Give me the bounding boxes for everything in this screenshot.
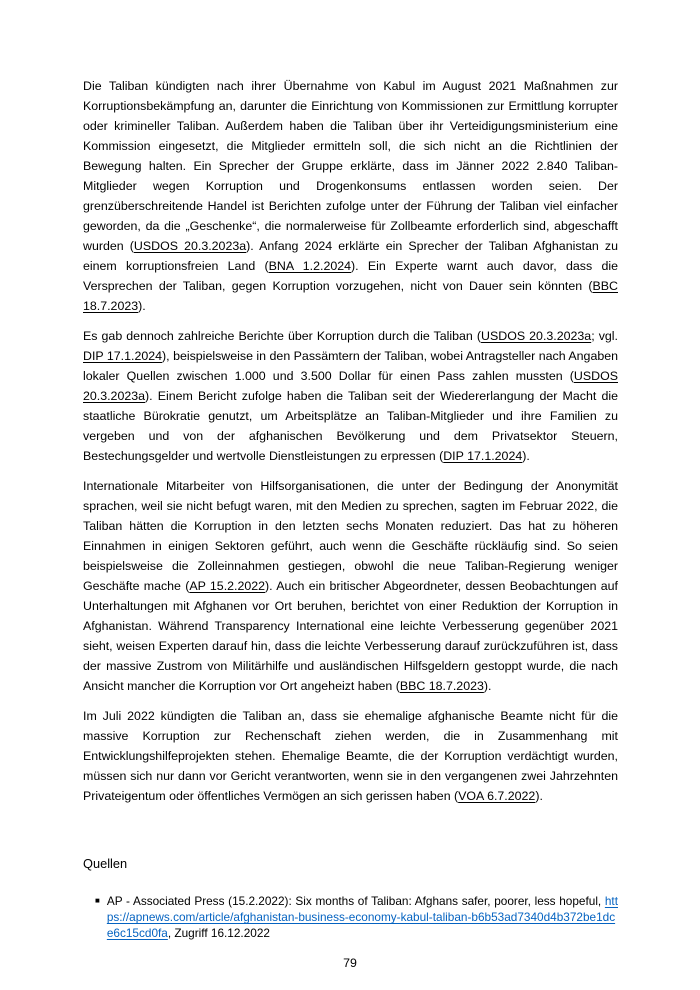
page-number: 79 <box>343 956 357 970</box>
text-run: ; vgl. <box>591 329 618 343</box>
citation-link[interactable]: VOA 6.7.2022 <box>458 789 536 803</box>
text-run: Internationale Mitarbeiter von Hilfsorganisationen, die unter der Bedingung der Anonymität sprachen, weil sie nicht befugt waren, mit den Medien zu sprechen, sagten im Februar 2022, die Taliban hätten die Korruption in den letzten sechs Monaten reduziert. Das hat zu höheren Einnahmen in einigen Sektoren geführt, auch wenn die Geschäfte rückläufig sind. So seien beispielsweise die Zolleinnahmen gestiegen, obwohl die neue Taliban-Regierung weniger Geschäfte mache ( <box>83 479 618 593</box>
text-run: ). Ein Experte warnt auch davor, dass die Versprechen der Taliban, gegen Korruption vorzugehen, nicht von Dauer sein könnten ( <box>83 259 619 293</box>
citation-link[interactable]: BBC 18.7.2023 <box>83 279 618 313</box>
citation-link[interactable]: BBC 18.7.2023 <box>399 679 484 693</box>
citation-link[interactable]: AP 15.2.2022 <box>189 579 266 593</box>
text-run: Es gab dennoch zahlreiche Berichte über Korruption durch die Taliban ( <box>83 329 482 343</box>
page-content <box>83 76 618 941</box>
text-run: Die Taliban kündigten nach ihrer Übernahme von Kabul im August 2021 Maßnahmen zur Korruptionsbekämpfung an, darunter die Einrichtung von Kommissionen zur Ermittlung korrupter oder krimineller Taliban. Außerdem haben die Taliban über ihr Verteidigungsministerium eine Kommission eingesetzt, die Mitglieder ermitteln soll, die sich nicht an die Richtlinien der Bewegung halten. Ein Sprecher der Gruppe erklärte, dass im Jänner 2022 2.840 Taliban-Mitglieder wegen Korruption und Drogenkonsums entlassen worden seien. Der grenzüberschreitende Handel ist Berichten zufolge unter der Führung der Taliban viel einfacher geworden, da die „Geschenke“, die normalerweise für Zollbeamte erforderlich sind, abgeschafft wurden ( <box>83 79 618 253</box>
citation-link[interactable]: USDOS 20.3.2023a <box>481 329 592 343</box>
paragraph <box>83 76 618 316</box>
paragraph <box>83 476 618 696</box>
source-item <box>95 893 618 941</box>
text-run: ). <box>138 299 146 313</box>
sources-heading: Quellen <box>83 856 128 871</box>
text-run: ). <box>522 449 530 463</box>
text-run: Im Juli 2022 kündigten die Taliban an, dass sie ehemalige afghanische Beamte nicht für die massive Korruption zur Rechenschaft ziehen werden, die in Zusammenhang mit Entwicklungshilfeprojekten stehen. Ehemalige Beamte, die der Korruption verdächtigt wurden, müssen sich nur dann vor Gericht verantworten, wenn sie in den vergangenen zwei Jahrzehnten Privateigentum oder öffentliches Vermögen an sich gerissen haben ( <box>83 709 618 803</box>
text-run: ). <box>535 789 543 803</box>
citation-link[interactable]: DIP 17.1.2024 <box>443 449 523 463</box>
paragraph <box>83 326 618 466</box>
text-run: ), beispielsweise in den Passämtern der Taliban, wobei Antragsteller nach Angaben lokaler Quellen zwischen 1.000 und 3.500 Dollar für einen Pass zahlen mussten ( <box>83 349 619 383</box>
text-run: ). Einem Bericht zufolge haben die Taliban seit der Wiedererlangung der Macht die staatliche Bürokratie genutzt, um Arbeitsplätze an Taliban-Mitglieder und ihre Familien zu vergeben und von der afghanischen Bevölkerung und dem Privatsektor Steuern, Bestechungsgelder und wertvolle Dienstleistungen zu erpressen ( <box>83 389 618 463</box>
citation-link[interactable]: USDOS 20.3.2023a <box>133 239 247 253</box>
sources-list <box>83 893 618 941</box>
body-paragraphs <box>83 76 618 806</box>
citation-link[interactable]: DIP 17.1.2024 <box>83 349 163 363</box>
citation-link[interactable]: BNA 1.2.2024 <box>268 259 352 273</box>
external-url-link[interactable]: https://apnews.com/article/afghanistan-business-economy-kabul-taliban-b6b53ad7340d4b372be1dce6c15cd0fa <box>106 894 618 940</box>
text-run: ). Auch ein britischer Abgeordneter, dessen Beobachtungen auf Unterhaltungen mit Afghanen vor Ort beruhen, berichtet von einer Reduktion der Korruption in Afghanistan. Während Transparency International eine leichte Verbesserung gegenüber 2021 sieht, weisen Experten darauf hin, dass die leichte Verbesserung darauf zurückzuführen ist, dass der massive Zustrom von Militärhilfe und ausländischen Hilfsgeldern gestoppt wurde, die nach Ansicht mancher die Korruption vor Ort angeheizt haben ( <box>83 579 619 693</box>
paragraph <box>83 706 618 806</box>
text-run: ). Anfang 2024 erklärte ein Sprecher der Taliban Afghanistan zu einem korruptionsfreien Land ( <box>83 239 618 273</box>
source-text <box>107 893 618 941</box>
citation-link[interactable]: USDOS 20.3.2023a <box>83 369 618 403</box>
bullet-icon: ■ <box>95 896 100 905</box>
text-run: ). <box>483 679 492 693</box>
text-run: AP - Associated Press (15.2.2022): Six months of Taliban: Afghans safer, poorer, less hopeful, <box>106 894 605 908</box>
text-run: , Zugriff 16.12.2022 <box>167 926 270 940</box>
